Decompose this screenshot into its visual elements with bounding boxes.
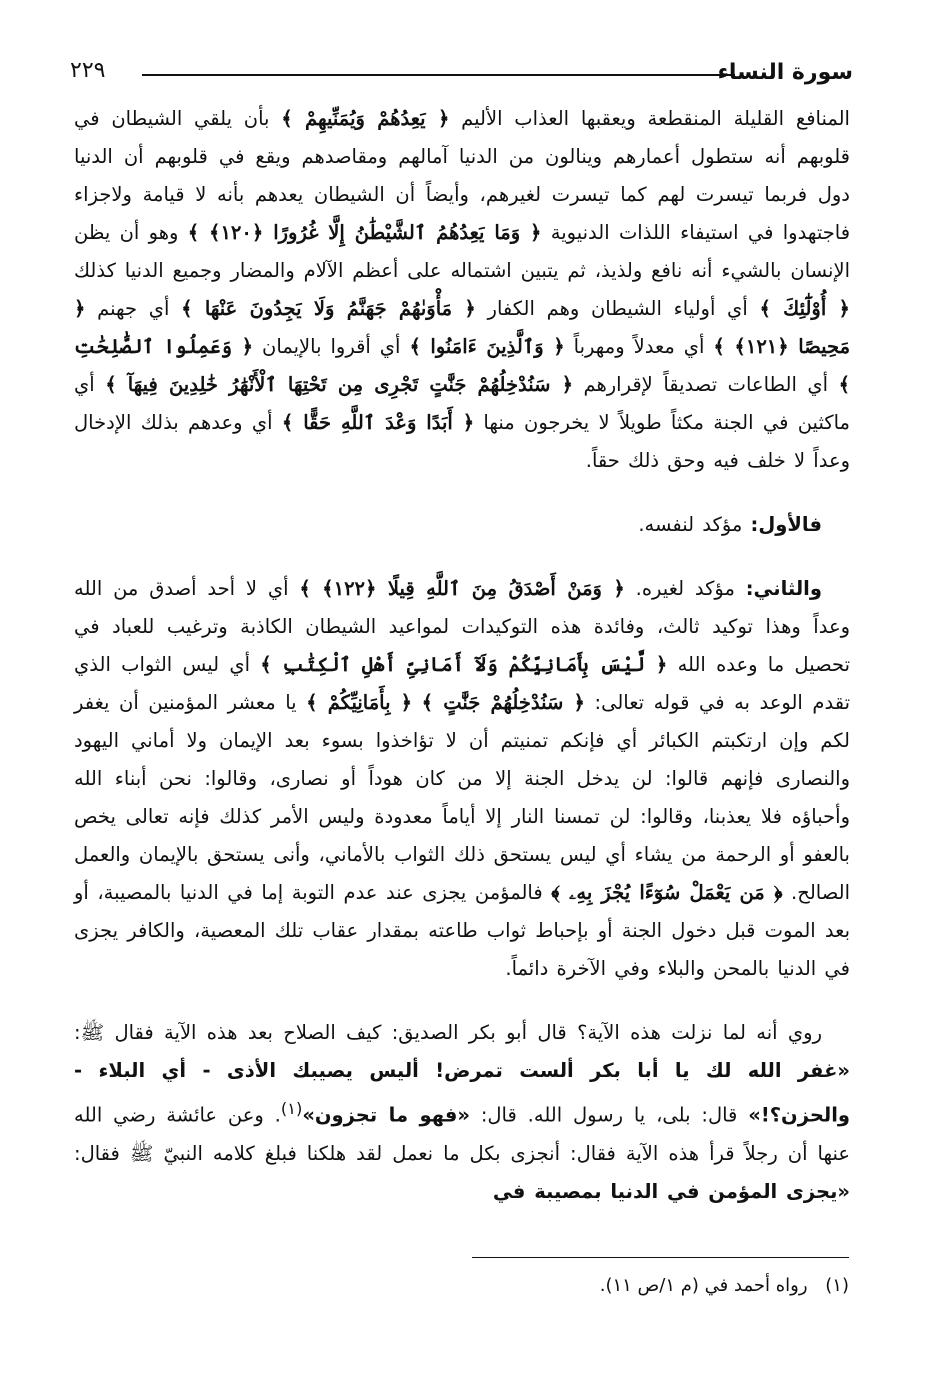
header-rule xyxy=(142,74,735,76)
text-run: أي ماكثين في الجنة مكثاً طويلاً لا يخرجون منها xyxy=(74,373,850,434)
footnote-number: (١) xyxy=(825,1275,849,1296)
text-run: المنافع القليلة المنقطعة ويعقبها العذاب الأليم xyxy=(449,107,850,130)
quran-verse: ﴿ سَنُدْخِلُهُمْ جَنَّٰتٍ تَجْرِى مِن تَحْتِهَا ٱلْأَنْهَٰرُ خَٰلِدِينَ فِيهَآ ﴾ xyxy=(105,373,573,396)
text-run: بأن يلقي الشيطان في قلوبهم أنه ستطول أعمارهم وينالون من الدنيا آمالهم ومقاصدهم ويقع في قلوبهم أن الدنيا دول فربما تيسرت لهم كما تيسرت لغيرهم، وأيضاً أن الشيطان يعدهم بأنه لا قيامة ولاجزاء فاجتهدوا في استيفاء اللذات الدنيوية xyxy=(74,107,851,244)
hadith-quote: «فهو ما تجزون» xyxy=(302,1103,470,1127)
quran-verse: ﴿ يَعِدُهُمْ وَيُمَنِّيهِمْ ﴾ xyxy=(281,107,450,130)
term-label: فالأول: xyxy=(750,513,822,536)
text-run: يا معشر المؤمنين أن يغفر لكم وإن ارتكبتم الكبائر أي فإنكم تمنيتم أن لا تؤاخذوا بسوء بعد الإيمان ولا أماني اليهود والنصارى فإنهم قالوا: لن يدخل الجنة إلا من كان هوداً أو نصارى، وقالوا: نحن أبناء الله وأحباؤه فلا يعذبنا، وقالوا: لن تمسنا النار إلا أياماً معدودة وليس الأمر كذلك فإنه تعالى يخص بالعفو أو الرحمة من يشاء أي ليس يستحق ذلك الثواب بالأماني، وأنى يستحق بالإيمان والعمل الصالح. xyxy=(74,691,850,904)
paragraph-1 xyxy=(74,100,850,480)
term-label: والثاني: xyxy=(745,577,822,600)
quran-verse: ﴿ وَٱلَّذِينَ ءَامَنُوا ﴾ xyxy=(409,335,565,358)
quran-verse: ﴿ مَحِيصًا ﴿١٢١﴾ ﴾ xyxy=(74,297,851,358)
footnote-divider xyxy=(472,1257,849,1258)
hadith-quote: «يجزى المؤمن في الدنيا بمصيبة في xyxy=(492,1179,850,1203)
paragraph-3 xyxy=(74,570,850,988)
quran-verse: ﴿ أُوْلَٰٓئِكَ ﴾ xyxy=(759,297,850,320)
text-run: أي أقروا بالإيمان xyxy=(253,335,410,358)
page-header xyxy=(70,58,853,88)
quran-verse: ﴿ مَأْوَىٰهُمْ جَهَنَّمُ وَلَا يَجِدُونَ عَنْهَا ﴾ xyxy=(181,297,476,320)
text-run: أي لا أحد أصدق من الله وعداً وهذا توكيد ثالث، وفائدة هذه التوكيدات لمواعيد الشيطان الكاذبة وترغيب للعباد في تحصيل ما وعده الله xyxy=(74,577,850,676)
text-run: أي معدلاً ومهرباً xyxy=(564,335,714,358)
quran-verse: ﴿ وَعَمِلُوا ٱلصَّٰلِحَٰتِ ﴾ xyxy=(74,335,850,396)
quran-verse: ﴿ مَن يَعْمَلْ سُوٓءًا يُجْزَ بِهِۦ ﴾ xyxy=(551,881,783,904)
footnote-reference: (١) xyxy=(280,1099,303,1118)
text-run: مؤكد لنفسه. xyxy=(638,513,751,536)
text-run: أي الطاعات تصديقاً لإقرارهم xyxy=(573,373,839,396)
quran-verse: ﴿ لَّيْسَ بِأَمَانِيِّكُمْ وَلَآ أَمَانِىِّ أَهْلِ ٱلْكِتَٰبِ ﴾ xyxy=(260,653,668,676)
text-run: روي أنه لما نزلت هذه الآية؟ قال أبو بكر الصديق: كيف الصلاح بعد هذه الآية فقال ﷺ: xyxy=(74,1021,822,1044)
text-run: مؤكد لغيره. xyxy=(624,577,746,600)
text-run: أي وعدهم بذلك الإدخال وعداً لا خلف فيه وحق ذلك حقاً. xyxy=(74,411,850,472)
text-run: قال: بلى، يا رسول الله. قال: xyxy=(469,1103,749,1127)
text-run xyxy=(412,691,422,714)
quran-verse: ﴿ وَمَا يَعِدُهُمُ ٱلشَّيْطَٰنُ إِلَّا غُرُورًا ﴿١٢٠﴾ ﴾ xyxy=(187,221,542,244)
quran-verse: ﴿ أَبَدًا وَعْدَ ٱللَّهِ حَقًّا ﴾ xyxy=(281,411,475,434)
quran-verse: ﴿ بِأَمَانِيِّكُمْ ﴾ xyxy=(306,691,413,714)
text-run: أي ليس الثواب الذي تقدم الوعد به في قوله تعالى: xyxy=(74,653,850,714)
footnote xyxy=(600,1275,849,1296)
text-run: أي أولياء الشيطان وهم الكفار xyxy=(475,297,760,320)
text-run: أي جهنم xyxy=(85,297,182,320)
page-number: ٢٢٩ xyxy=(70,58,106,83)
text-run: . وعن عائشة رضي الله عنها أن رجلاً قرأ هذه الآية فقال: أنجزى بكل ما نعمل لقد هلكنا فبلغ كلامه النبيّ ﷺ فقال: xyxy=(74,1103,850,1165)
footnote-text: رواه أحمد في (م ١/ص ١١). xyxy=(599,1275,808,1296)
text-run: فالمؤمن يجزى عند عدم التوبة إما في الدنيا بالمصيبة، أو بعد الموت قبل دخول الجنة أو بإحباط ثواب طاعته بمقدار عقاب تلك المعصية، والكافر يجزى في الدنيا بالمحن والبلاء وفي الآخرة دائماً. xyxy=(74,881,850,980)
hadith-quote: «غفر الله لك يا أبا بكر ألست تمرض! أليس يصيبك الأذى - أي البلاء - والحزن؟!» xyxy=(74,1059,851,1127)
surah-title: سورة النساء xyxy=(717,60,853,85)
page-body xyxy=(74,100,850,1211)
quran-verse: ﴿ سَنُدْخِلُهُمْ جَنَّٰتٍ ﴾ xyxy=(421,691,585,714)
text-run: وهو أن يظن الإنسان بالشيء أنه نافع ولذيذ، ثم يتبين اشتماله على أعظم الآلام والمضار وجميع الدنيا كذلك xyxy=(74,221,850,282)
paragraph-4 xyxy=(74,1014,850,1211)
quran-verse: ﴿ وَمَنْ أَصْدَقُ مِنَ ٱللَّهِ قِيلًا ﴿١٢٢﴾ ﴾ xyxy=(299,577,625,600)
paragraph-2 xyxy=(74,506,850,544)
